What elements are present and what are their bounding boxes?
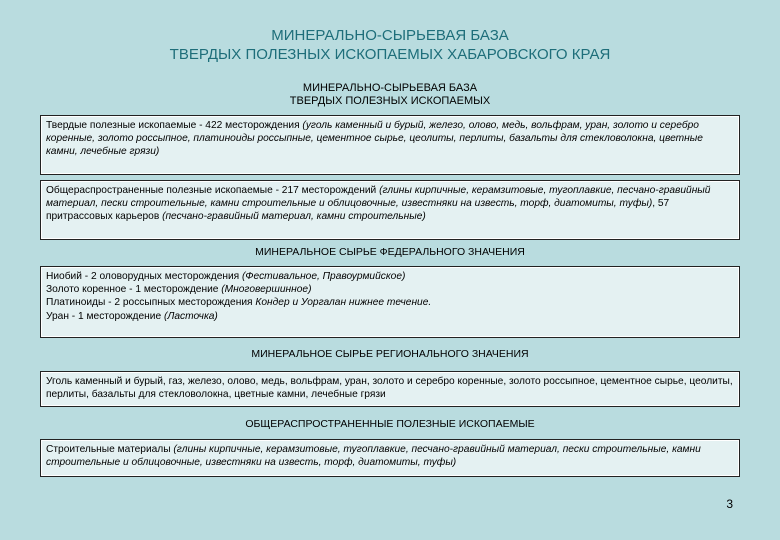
federal-heading: МИНЕРАЛЬНОЕ СЫРЬЕ ФЕДЕРАЛЬНОГО ЗНАЧЕНИЯ bbox=[255, 246, 525, 258]
federal-line-platinoids-detail: Кондер и Уоргалан нижнее течение. bbox=[255, 297, 432, 309]
regional-box bbox=[40, 371, 740, 407]
solid-minerals-box bbox=[40, 115, 740, 175]
common-minerals-tail: , 57 притрассовых карьеров bbox=[46, 198, 670, 223]
federal-line-niobium-lead: Ниобий - 2 оловорудных месторождения bbox=[46, 271, 243, 282]
federal-line-uranium-lead: Уран - 1 месторождение bbox=[46, 310, 164, 322]
federal-line-gold bbox=[46, 283, 734, 296]
common-heading: ОБЩЕРАСПРОСТРАНЕННЫЕ ПОЛЕЗНЫЕ ИСКОПАЕМЫЕ bbox=[245, 418, 535, 430]
common-minerals-detail: (глины кирпичные, керамзитовые, тугоплавкие, песчано-гравийный материал, пески строительные, камни строительные и облицовочные, известняки на известь, торф, диатомиты, туфы) bbox=[46, 185, 711, 210]
federal-line-gold-detail: (Многовершинное) bbox=[221, 284, 312, 296]
solid-minerals-lead: Твердые полезные ископаемые - 422 месторождения bbox=[46, 120, 303, 131]
federal-line-platinoids-lead: Платиноиды - 2 россыпных месторождения bbox=[46, 297, 256, 309]
federal-line-niobium bbox=[46, 270, 734, 283]
federal-box bbox=[40, 266, 740, 338]
federal-line-uranium bbox=[46, 310, 734, 323]
common-lead: Строительные материалы bbox=[46, 444, 174, 455]
federal-line-gold-lead: Золото коренное - 1 месторождение bbox=[46, 284, 222, 296]
common-box bbox=[40, 439, 740, 477]
common-minerals-tail-detail: (песчано-гравийный материал, камни строительные) bbox=[162, 211, 426, 223]
common-minerals-lead: Общераспространенные полезные ископаемые - 217 месторождений bbox=[46, 185, 380, 196]
regional-heading: МИНЕРАЛЬНОЕ СЫРЬЕ РЕГИОНАЛЬНОГО ЗНАЧЕНИЯ bbox=[251, 348, 529, 360]
common-detail: (глины кирпичные, керамзитовые, тугоплавкие, песчано-гравийный материал, пески строительные, камни строительные и облицовочные, известняки на известь, торф, диатомиты, туфы) bbox=[46, 444, 701, 469]
slide-title-line1: МИНЕРАЛЬНО-СЫРЬЕВАЯ БАЗА bbox=[271, 27, 509, 44]
regional-text: Уголь каменный и бурый, газ, железо, олово, медь, вольфрам, уран, золото и серебро коренные, золото россыпное, цементное сырье, цеолиты, перлиты, базальты для стекловолокна, цветные камни, лечебные грязи bbox=[46, 376, 733, 401]
section-subtitle-line2: ТВЕРДЫХ ПОЛЕЗНЫХ ИСКОПАЕМЫХ bbox=[289, 95, 491, 107]
section-subtitle-line1: МИНЕРАЛЬНО-СЫРЬЕВАЯ БАЗА bbox=[302, 82, 478, 94]
solid-minerals-detail: (уголь каменный и бурый, железо, олово, медь, вольфрам, уран, золото и серебро коренные, золото россыпное, платиноиды россыпные, цементное сырье, цеолиты, перлиты, базальты для стекловолокна, цветные камни, лечебные грязи) bbox=[46, 120, 703, 158]
slide-title bbox=[0, 26, 780, 64]
slide-title-line2: ТВЕРДЫХ ПОЛЕЗНЫХ ИСКОПАЕМЫХ ХАБАРОВСКОГО КРАЯ bbox=[169, 46, 611, 63]
common-minerals-box bbox=[40, 180, 740, 240]
federal-line-uranium-detail: (Ласточка) bbox=[163, 310, 218, 322]
federal-line-platinoids bbox=[46, 296, 734, 309]
section-subtitle bbox=[0, 82, 780, 108]
federal-line-niobium-detail: (Фестивальное, Правоурмийское) bbox=[242, 271, 406, 282]
page-number: 3 bbox=[726, 497, 733, 511]
